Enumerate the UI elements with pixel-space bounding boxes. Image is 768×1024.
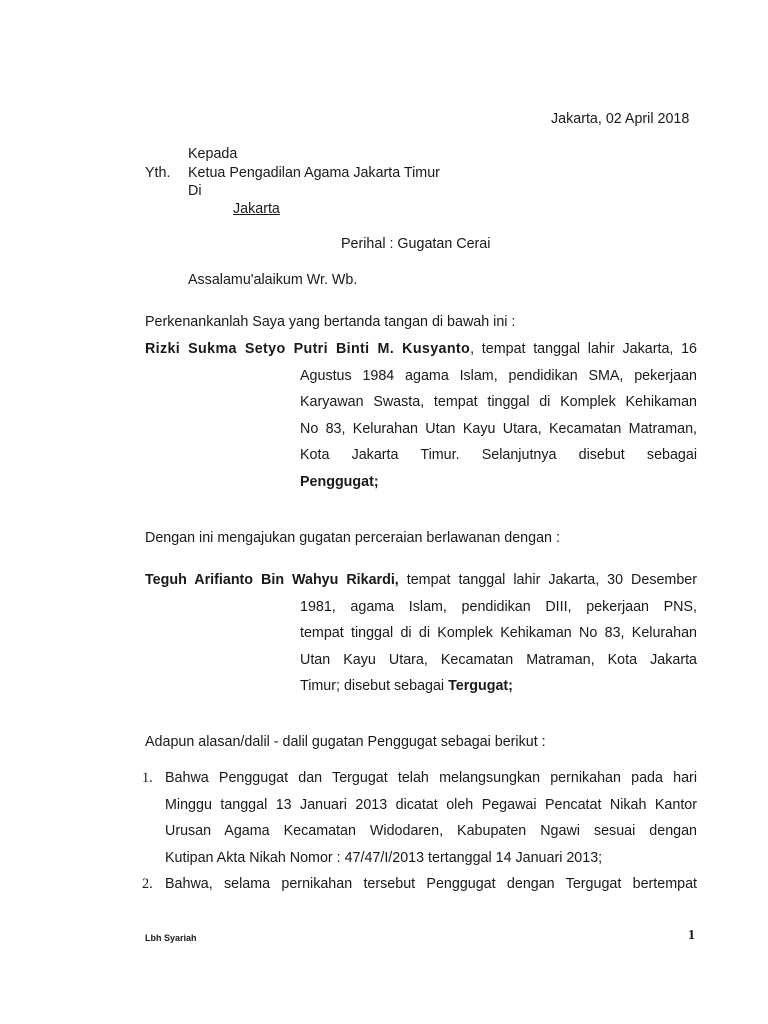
penggugat-details: [300, 363, 697, 496]
tergugat-role: Tergugat;: [448, 678, 513, 694]
item-line: Bahwa Penggugat dan Tergugat telah melangsungkan pernikahan pada hari: [165, 770, 697, 786]
address-di: Di: [188, 183, 202, 199]
tergugat-first-line: [145, 567, 697, 594]
address-city: Jakarta: [233, 201, 280, 217]
page-number: 1: [688, 928, 695, 943]
address-yth: Yth.: [145, 165, 171, 181]
penggugat-line: Karyawan Swasta, tempat tinggal di Komplek Kehikaman: [300, 394, 697, 410]
penggugat-name: Rizki Sukma Setyo Putri Binti M. Kusyanto: [145, 341, 471, 357]
letter-date: Jakarta, 02 April 2018: [551, 111, 690, 127]
item-line: Kutipan Akta Nikah Nomor : 47/47/I/2013 tertanggal 14 Januari 2013;: [165, 849, 603, 866]
penggugat-role-line: [300, 469, 697, 496]
penggugat-first-line: [145, 336, 697, 363]
item-number: 2.: [142, 876, 153, 892]
item-line: Urusan Agama Kecamatan Widodaren, Kabupaten Ngawi sesuai dengan: [165, 823, 697, 839]
penggugat-role: Penggugat;: [300, 473, 379, 490]
address-kepada: Kepada: [188, 146, 238, 162]
tergugat-line: Utan Kayu Utara, Kecamatan Matraman, Kota Jakarta: [300, 651, 697, 668]
tergugat-last-line: [300, 673, 697, 700]
tergugat-first-rest: tempat tanggal lahir Jakarta, 30 Desember: [398, 572, 697, 588]
tergugat-line: tempat tinggal di di Komplek Kehikaman No 83, Kelurahan: [300, 625, 697, 641]
tergugat-line: 1981, agama Islam, pendidikan DIII, pekerjaan PNS,: [300, 598, 697, 615]
gugatan-intro: Dengan ini mengajukan gugatan perceraian berlawanan dengan :: [145, 530, 560, 546]
footer-label: Lbh Syariah: [145, 933, 197, 943]
penggugat-block: [145, 336, 697, 363]
address-recipient: Ketua Pengadilan Agama Jakarta Timur: [188, 165, 440, 181]
tergugat-name: Teguh Arifianto Bin Wahyu Rikardi,: [145, 572, 399, 588]
item-body: [165, 871, 697, 898]
penggugat-line: No 83, Kelurahan Utan Kayu Utara, Kecamatan Matraman,: [300, 420, 697, 437]
intro-text: Perkenankanlah Saya yang bertanda tangan di bawah ini :: [145, 314, 516, 330]
tergugat-block: [145, 567, 697, 594]
greeting: Assalamu'alaikum Wr. Wb.: [188, 272, 358, 288]
penggugat-first-rest: , tempat tanggal lahir Jakarta, 16: [470, 341, 697, 357]
penggugat-line: Agustus 1984 agama Islam, pendidikan SMA, pekerjaan: [300, 367, 697, 384]
item-line: Minggu tanggal 13 Januari 2013 dicatat oleh Pegawai Pencatat Nikah Kantor: [165, 796, 697, 813]
alasan-intro: Adapun alasan/dalil - dalil gugatan Penggugat sebagai berikut :: [145, 734, 546, 750]
item-number: 1.: [142, 770, 153, 786]
item-line: Bahwa, selama pernikahan tersebut Penggugat dengan Tergugat bertempat: [165, 876, 697, 892]
item-body: [165, 765, 697, 871]
tergugat-last-prefix: Timur; disebut sebagai: [300, 678, 449, 694]
tergugat-details: [300, 594, 697, 700]
subject-line: Perihal : Gugatan Cerai: [341, 236, 491, 252]
penggugat-line: Kota Jakarta Timur. Selanjutnya disebut sebagai: [300, 447, 697, 463]
